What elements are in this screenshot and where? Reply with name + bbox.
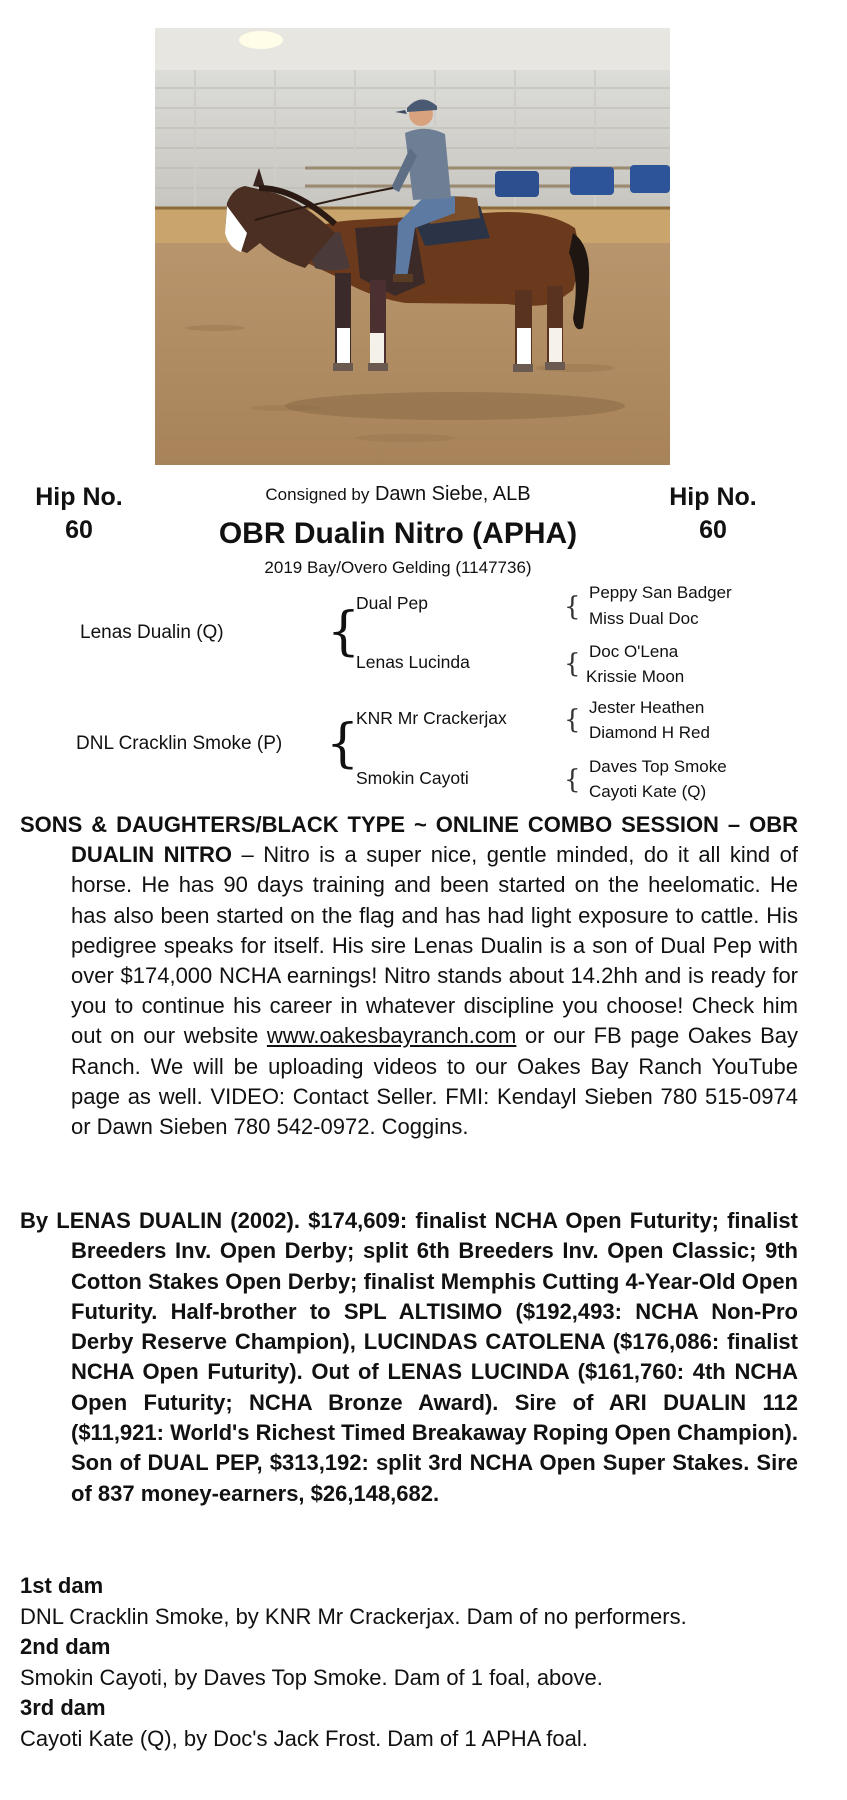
pedigree-dam: DNL Cracklin Smoke (P) — [76, 733, 283, 754]
pedigree-brace-ss: { — [564, 592, 581, 622]
pedigree-sire-sire: Dual Pep — [356, 593, 428, 613]
hip-value-right: 60 — [699, 516, 727, 544]
pedigree-ss-sire: Peppy San Badger — [589, 583, 732, 602]
horse-name: OBR Dualin Nitro (APHA) — [218, 517, 578, 550]
horse-photo-illustration — [155, 28, 670, 465]
pedigree-dd-sire: Daves Top Smoke — [589, 757, 727, 776]
pedigree-ss-dam: Miss Dual Doc — [589, 609, 699, 628]
pedigree-dam-dam: Smokin Cayoti — [356, 768, 469, 788]
pedigree-ds-dam: Diamond H Red — [589, 723, 710, 742]
website-link[interactable]: www.oakesbayranch.com — [266, 1023, 517, 1049]
horse-photo — [155, 28, 670, 465]
pedigree-ds-sire: Jester Heathen — [589, 698, 705, 717]
dam-1-text: DNL Cracklin Smoke, by KNR Mr Crackerjax. Dam of no performers. — [20, 1604, 687, 1629]
pedigree-sd-dam: Krissie Moon — [586, 667, 685, 686]
pedigree-dd-dam: Cayoti Kate (Q) — [589, 782, 707, 801]
remarks-paragraph — [20, 810, 798, 1142]
hip-value-left: 60 — [65, 516, 93, 544]
pedigree-dam-sire: KNR Mr Crackerjax — [356, 708, 507, 728]
pedigree-sire-dam: Lenas Lucinda — [356, 652, 470, 672]
remarks-lead: SONS & DAUGHTERS/BLACK TYPE ~ ONLINE COMBO SESSION – OBR DUALIN NITRO — [20, 812, 798, 868]
consignor-name: Dawn Siebe, ALB — [374, 483, 531, 505]
horse-description: 2019 Bay/Overo Gelding (1147736) — [264, 558, 532, 577]
consignor-line — [0, 483, 796, 506]
dam-1-heading: 1st dam — [20, 1573, 104, 1598]
dam-2-heading: 2nd dam — [20, 1634, 111, 1659]
dam-3-text: Cayoti Kate (Q), by Doc's Jack Frost. Dam of 1 APHA foal. — [20, 1726, 588, 1751]
pedigree-brace-dam: { — [326, 714, 360, 774]
consigned-prefix: Consigned by — [265, 485, 370, 504]
remarks-text-1: – Nitro is a super nice, gentle minded, do it all kind of horse. He has 90 days training and been started on the heelomatic. He has also been started on the flag and has had light exposure to cattle. His pedigree speaks for itself. His sire Lenas Dualin is a son of Dual Pep with over $174,000 NCHA earnings! Nitro stands about 14.2hh and is ready for you to continue his career in whatever discipline you choose! Check him out on our website — [71, 842, 799, 1049]
remarks-text-2: or our FB page Oakes Bay Ranch. We will be uploading videos to our Oakes Bay Ranch YouTube page as well. VIDEO: Contact Seller. FMI: Kendayl Sieben 780 515-0974 or Dawn Sieben 780 542-0972. Coggins. — [71, 1023, 798, 1140]
hip-label-left: Hip No. — [35, 483, 123, 511]
hip-label-right: Hip No. — [669, 483, 757, 511]
dam-3-heading: 3rd dam — [20, 1695, 106, 1720]
pedigree-brace-sire: { — [327, 602, 361, 662]
pedigree-brace-dd: { — [564, 765, 581, 795]
pedigree-brace-sd: { — [564, 649, 581, 679]
pedigree-brace-ds: { — [564, 705, 581, 735]
pedigree-sd-sire: Doc O'Lena — [589, 642, 679, 661]
sire-record: By LENAS DUALIN (2002). $174,609: finalist NCHA Open Futurity; finalist Breeders Inv. Open Derby; split 6th Breeders Inv. Open Classic; 9th Cotton Stakes Open Derby; finalist Memphis Cutting 4-Year-Old Open Futurity. Half-brother to SPL ALTISIMO ($192,493: NCHA Non-Pro Derby Reserve Champion), LUCINDAS CATOLENA ($176,086: finalist NCHA Open Futurity). Out of LENAS LUCINDA ($161,760: 4th NCHA Open Futurity; NCHA Bronze Award). Sire of ARI DUALIN 112 ($11,921: World's Richest Timed Breakaway Roping Open Champion). Son of DUAL PEP, $313,192: split 3rd NCHA Open Super Stakes. Sire of 837 money-earners, $26,148,682. — [20, 1208, 798, 1506]
dam-2-text: Smokin Cayoti, by Daves Top Smoke. Dam of 1 foal, above. — [20, 1665, 603, 1690]
pedigree-sire: Lenas Dualin (Q) — [80, 622, 224, 643]
